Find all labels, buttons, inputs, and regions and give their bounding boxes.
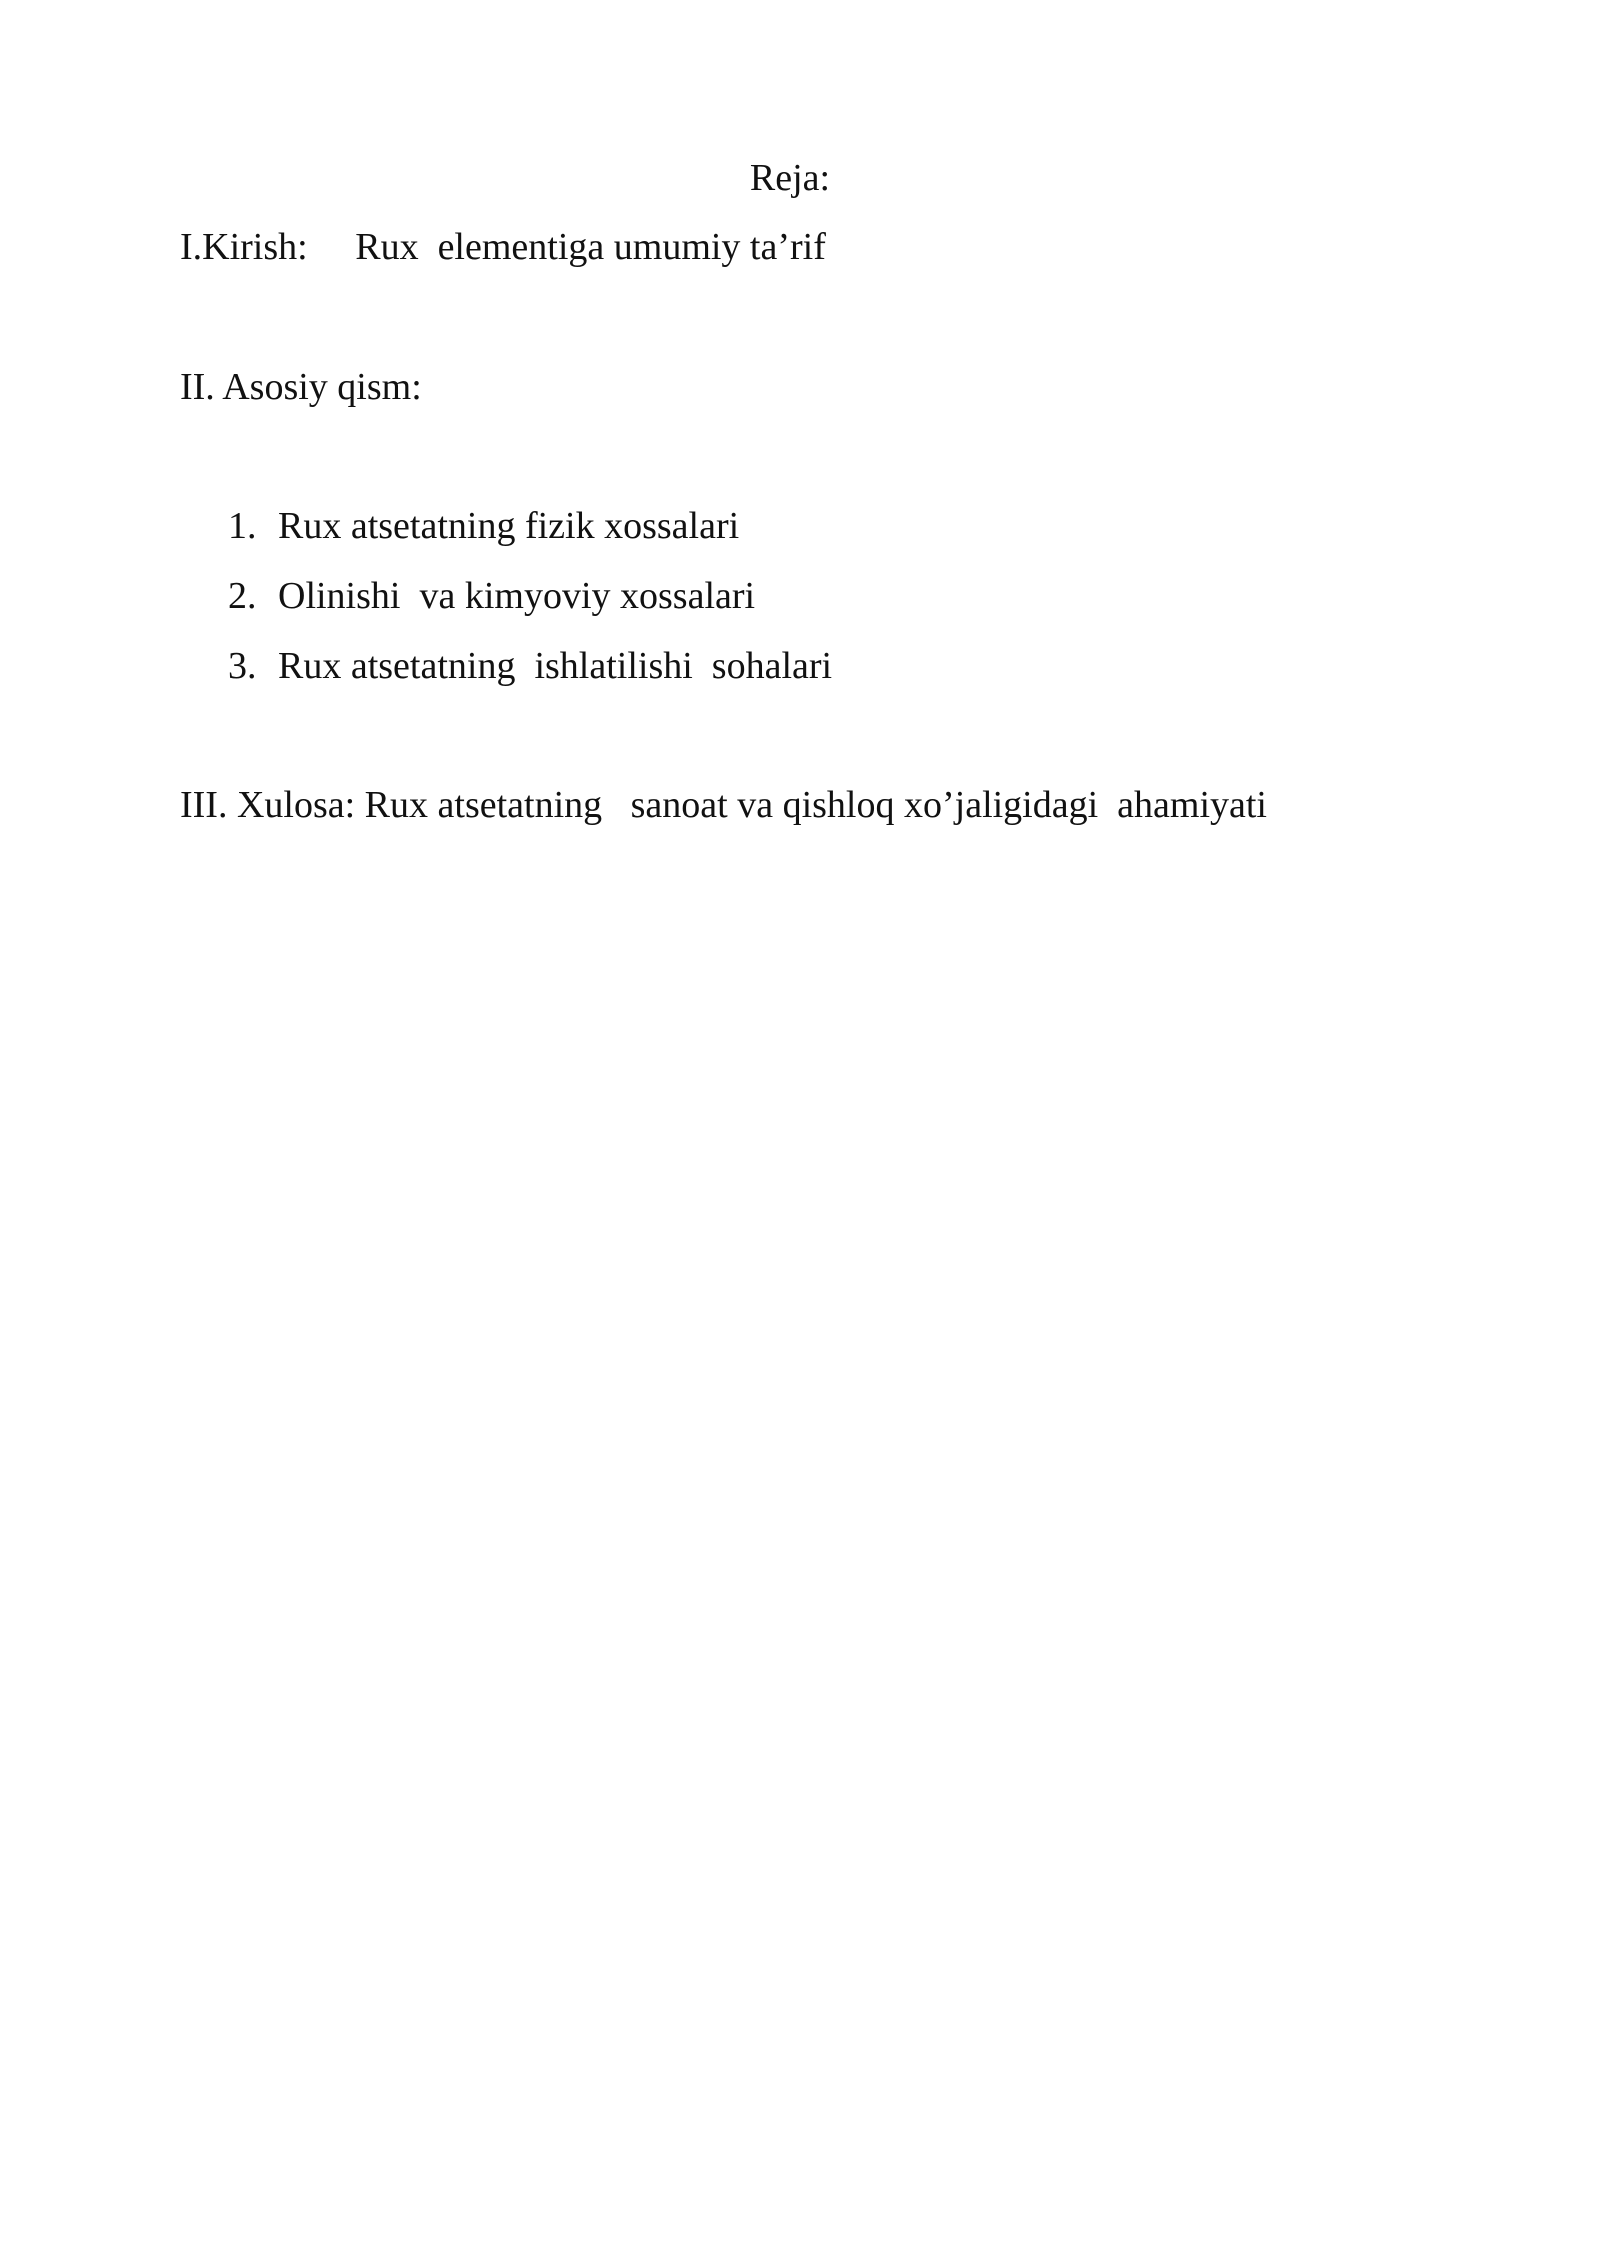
list-item [228,573,755,619]
list-item-number: 2. [228,575,257,617]
list-item-number: 1. [228,505,257,547]
list-item [228,503,739,549]
page-title: Reja: [749,157,831,199]
intro-text: Rux elementiga umumiy ta’rif [355,226,826,268]
list-item-number: 3. [228,645,257,687]
list-item-text: Rux atsetatning ishlatilishi sohalari [278,645,833,687]
list-item [228,643,832,689]
conclusion-line: III. Xulosa: Rux atsetatning sanoat va qishloq xo’jaligidagi ahamiyati [180,784,1267,826]
intro-line [180,224,826,270]
list-item-text: Rux atsetatning fizik xossalari [278,505,740,547]
list-item-text: Olinishi va kimyoviy xossalari [278,575,756,617]
intro-label: I.Kirish: [180,226,308,268]
main-section-heading: II. Asosiy qism: [180,366,422,408]
